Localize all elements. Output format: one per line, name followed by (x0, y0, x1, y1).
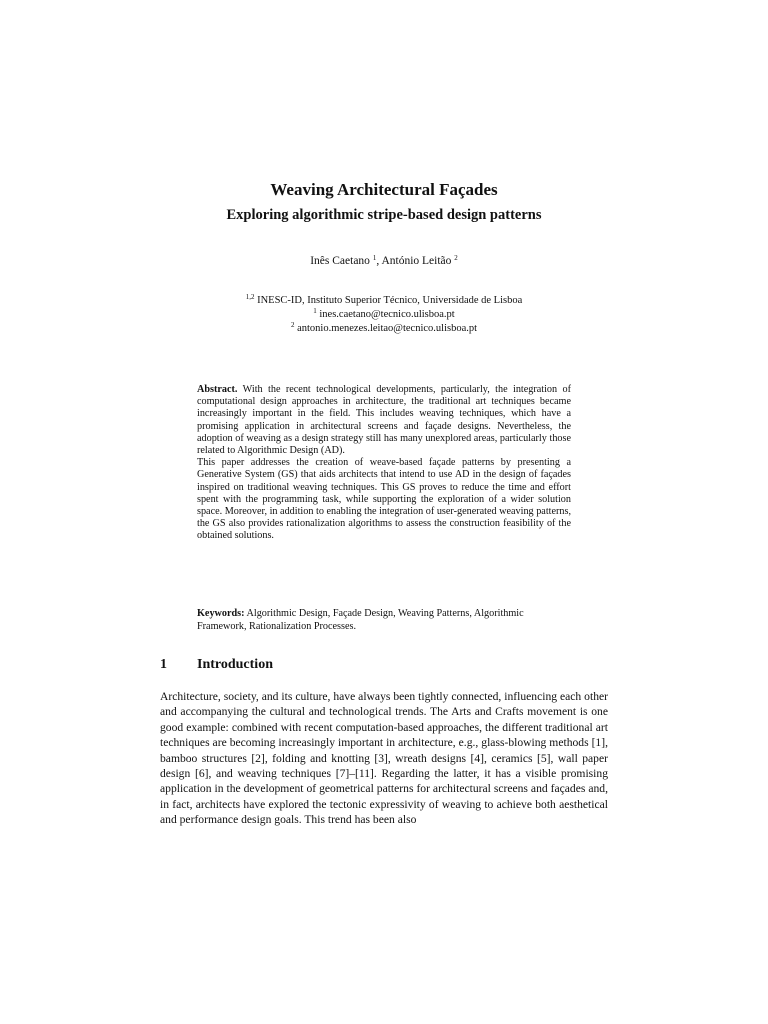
email-line (0, 322, 768, 336)
affiliation-mark: 2 (290, 321, 295, 329)
author-email: ines.caetano@tecnico.ulisboa.pt (319, 309, 455, 320)
section-number: 1 (160, 657, 167, 672)
author-email: antonio.menezes.leitao@tecnico.ulisboa.pt (297, 323, 478, 334)
abstract-paragraph (197, 384, 571, 457)
abstract-text: With the recent technological developments, particularly, the integration of computational design approaches in architecture, the traditional art techniques became increasingly important in the field. This includes weaving techniques, which have a promising application in architectural screens and façade designs. Nevertheless, the adoption of weaving as a design strategy still has many unexplored areas, particularly those related to Algorithmic Design (AD). (197, 384, 571, 457)
body-paragraph: Architecture, society, and its culture, have always been tightly connected, influencing each other and accompanying the cultural and technological trends. The Arts and Crafts movement is one good example: combined with recent computation-based approaches, the different traditional art techniques are becoming increasingly important in architecture, e.g., glass-blowing methods [1], bamboo structures [2], folding and knotting [3], wreath designs [4], ceramics [5], wall paper design [6], and weaving techniques [7]–[11]. Regarding the latter, it has a visible promising application in the development of geometrical patterns for architectural screens and façades and, in fact, architects have explored the tectonic expressivity of weaving to achieve both aesthetical and performance design goals. This trend has been also (160, 690, 608, 827)
affiliation-mark: 1,2 (245, 293, 255, 301)
abstract-label: Abstract. (197, 384, 238, 395)
keywords-text: Algorithmic Design, Façade Design, Weaving Patterns, Algorithmic Framework, Rationalization Processes. (197, 608, 524, 632)
author-list (0, 255, 768, 267)
affiliation-institution: INESC-ID, Instituto Superior Técnico, Universidade de Lisboa (257, 295, 523, 306)
email-line (0, 308, 768, 322)
paper-subtitle: Exploring algorithmic stripe-based design patterns (226, 207, 542, 223)
author-separator: , (376, 255, 382, 267)
keywords-block (197, 608, 571, 633)
section-heading (160, 657, 610, 673)
author-name: António Leitão (381, 255, 452, 267)
affiliation-block (0, 294, 768, 336)
affiliation-line (0, 294, 768, 308)
body-text (160, 689, 608, 828)
author-affiliation-mark: 1 (372, 254, 377, 262)
abstract-paragraph: This paper addresses the creation of weave-based façade patterns by presenting a Generative System (GS) that aids architects that intend to use AD in the design of façades inspired on traditional weaving techniques. This GS proves to reduce the time and effort spent with the programming task, while supporting the exploration of a wider solution space. Moreover, in addition to enabling the integration of user-generated weaving patterns, the GS also provides rationalization algorithms to assess the construction feasibility of the obtained solutions. (197, 457, 571, 542)
keywords-label: Keywords: (197, 608, 245, 619)
paper-title: Weaving Architectural Façades (270, 180, 498, 199)
section-title: Introduction (197, 657, 273, 672)
affiliation-mark: 1 (313, 307, 317, 315)
author-affiliation-mark: 2 (454, 254, 458, 262)
author-name: Inês Caetano (310, 255, 370, 267)
abstract-block (197, 384, 571, 543)
